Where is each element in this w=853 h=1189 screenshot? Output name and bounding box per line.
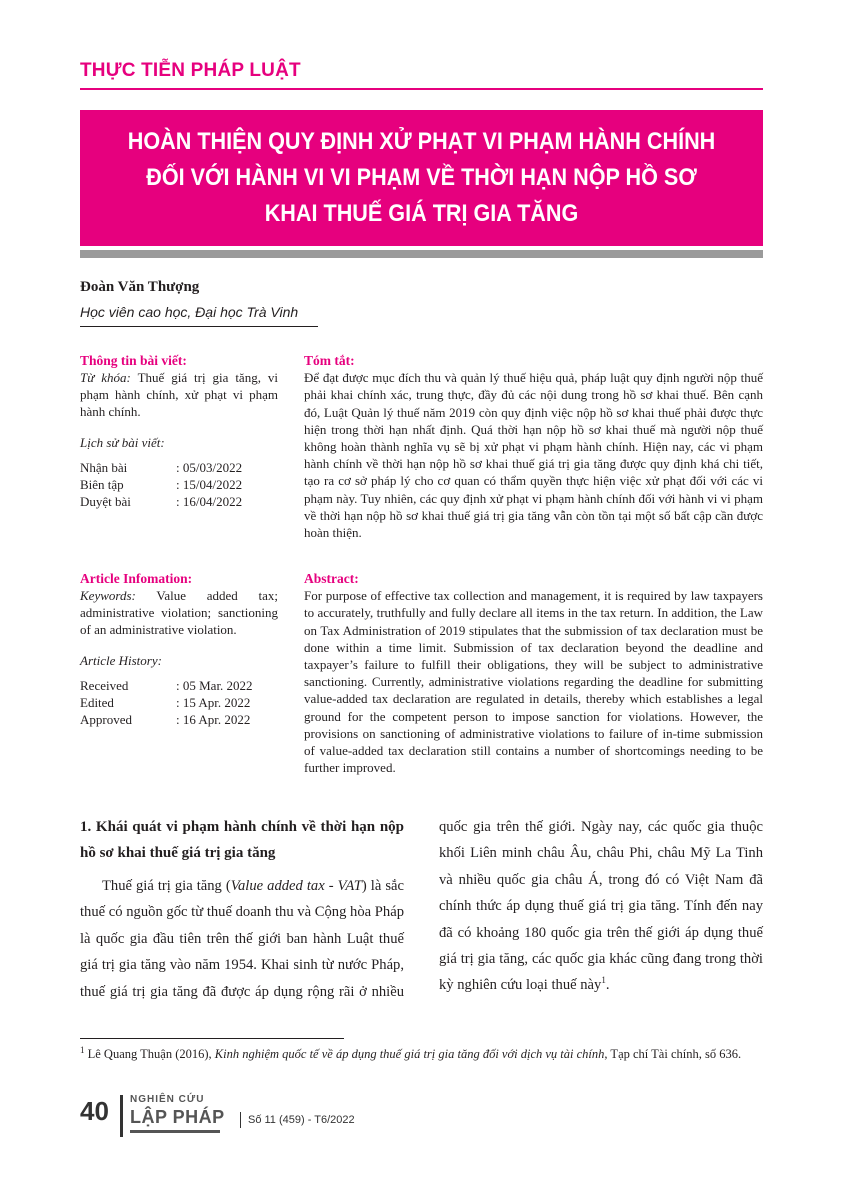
title-underbar (80, 250, 763, 258)
section-1-heading: 1. Khái quát vi phạm hành chính về thời hạn nộp hồ sơ khai thuế giá trị gia tăng (80, 819, 404, 861)
history-en-label: Article History: (80, 653, 162, 668)
keywords-en-label: Keywords: (80, 588, 136, 603)
history-en-list (80, 677, 278, 728)
history-vi-row: Duyệt bài : 16/04/2022 (80, 494, 243, 509)
logo-underline (130, 1130, 220, 1133)
author-name: Đoàn Văn Thượng (80, 279, 200, 295)
footnote: $^1$ Lê Quang Thuận (2016), Kinh nghiệm quốc tế về áp dụng thuế giá trị gia tăng đối với dịch vụ tài chính, Tạp chí Tài chính, số 636. (80, 1044, 742, 1061)
footnote-mark: 1 (80, 1044, 85, 1055)
body-paragraph: Thuế giá trị gia tăng (Value added tax - VAT) là sắc thuế có nguồn gốc từ thuế doanh thu và Cộng hòa Pháp là quốc gia đầu tiên trên thế giới ban hành Luật thuế giá trị gia tăng vào năm 1954. Khai sinh từ nước Pháp, thuế giá trị gia tăng đã được áp dụng rộng rãi ở nhiều quốc gia trên thế giới. Ngày nay, các quốc gia thuộc khối Liên minh châu Âu, châu Phi, châu Mỹ La Tinh và nhiều quốc gia châu Á, trong đó có Việt Nam đã chính thức áp dụng thuế giá trị gia tăng. Tính đến nay đã có khoảng 180 quốc gia trên thế giới áp dụng thuế giá trị gia tăng, các quốc gia khác cũng đang trong thời kỳ nghiên cứu loại thuế này$^1$. (80, 819, 763, 1000)
journal-logo-top: NGHIÊN CỨU (130, 1094, 205, 1105)
affiliation-underline (80, 326, 318, 327)
article-info-en (80, 570, 278, 728)
history-vi-label: Lịch sử bài viết: (80, 435, 165, 450)
author-affiliation: Học viên cao học, Đại học Trà Vinh (80, 304, 299, 320)
summary-vi (304, 352, 763, 541)
page-number: 40 (80, 1096, 109, 1126)
history-en-row: Received : 05 Mar. 2022 (80, 678, 253, 693)
logo-bar (120, 1095, 123, 1137)
keywords-vi-text: Thuế giá trị gia tăng, vi phạm hành chính, xử phạt vi phạm hành chính. (80, 370, 278, 419)
footnote-ref[interactable]: 1 (601, 975, 606, 986)
issue-separator (240, 1112, 241, 1128)
history-en-row: Approved : 16 Apr. 2022 (80, 712, 251, 727)
section-divider (80, 88, 763, 90)
section-label: THỰC TIỄN PHÁP LUẬT (80, 60, 301, 81)
issue-info: Số 11 (459) - T6/2022 (248, 1114, 355, 1126)
article-body (80, 814, 763, 1026)
title-line-1: HOÀN THIỆN QUY ĐỊNH XỬ PHẠT VI PHẠM HÀNH CHÍNH (127, 128, 716, 155)
summary-vi-text: Để đạt được mục đích thu và quản lý thuế hiệu quả, pháp luật quy định người nộp thuế phải khai chính xác, trung thực, đầy đủ các nội dung trong hồ sơ khai thuế. Bên cạnh đó, Luật Quản lý thuế năm 2019 còn quy định việc nộp hồ sơ khai thuế phải được thực hiện trong thời hạn nhất định. Quá thời hạn nộp hồ sơ khai thuế mà người nộp thuế không hoàn thành nghĩa vụ sẽ bị xử phạt vi phạm hành chính. Hiện nay, các vi phạm hành chính về thời hạn nộp hồ sơ khai thuế giá trị gia tăng được quy định khá chi tiết, tạo ra cơ sở pháp lý cho cơ quan có thẩm quyền thực hiện việc xử phạt đối với các vi phạm này. Tuy nhiên, các quy định xử phạt vi phạm hành chính đối với hành vi vi phạm về thời hạn nộp hồ sơ khai thuế giá trị gia tăng vẫn còn tồn tại một số bất cập cần được hoàn thiện. (304, 370, 763, 541)
keywords-vi-label: Từ khóa: (80, 370, 131, 385)
article-info-vi (80, 352, 278, 510)
info-en-keywords (80, 587, 278, 638)
abstract-en-text: For purpose of effective tax collection and management, it is required by law taxpayers to accurately, truthfully and fully declare all items in the tax return. In addition, the Law on Tax Administration of 2019 stipulates that the submission of tax declaration must be done within a time limit. Submission of tax declaration beyond the deadline and taxpayer’s failure to fulfill their obligations, they will be subject to administrative sanctioning. Currently, administrative violations regarding the deadline for submitting value-added tax declaration are regulated in details, thereby which establishes a legal ground for the competent person to impose sanction for violations. However, the provisions on sanctioning of administrative violations to failure of in-time submission of value-added tax declaration still contains a number of shortcomings needing to be further improved. (304, 588, 763, 776)
history-en-row: Edited : 15 Apr. 2022 (80, 695, 251, 710)
history-vi-list (80, 459, 278, 510)
summary-vi-heading: Tóm tắt: (304, 353, 355, 368)
info-vi-heading: Thông tin bài viết: (80, 353, 187, 368)
info-en-heading: Article Infomation: (80, 571, 193, 586)
history-vi-row: Nhận bài : 05/03/2022 (80, 460, 243, 475)
article-title-banner (80, 110, 763, 246)
footnote-divider (80, 1038, 344, 1039)
title-line-2: ĐỐI VỚI HÀNH VI VI PHẠM VỀ THỜI HẠN NỘP HỒ SƠ (146, 164, 697, 191)
title-line-3: KHAI THUẾ GIÁ TRỊ GIA TĂNG (264, 200, 579, 227)
keywords-en-text: Value added tax; administrative violation; sanctioning of an administrative violation. (80, 588, 278, 637)
abstract-en (304, 570, 763, 776)
abstract-en-heading: Abstract: (304, 571, 359, 586)
journal-logo: LẬP PHÁP (130, 1107, 225, 1127)
history-vi-row: Biên tập : 15/04/2022 (80, 477, 243, 492)
info-vi-keywords (80, 369, 278, 420)
